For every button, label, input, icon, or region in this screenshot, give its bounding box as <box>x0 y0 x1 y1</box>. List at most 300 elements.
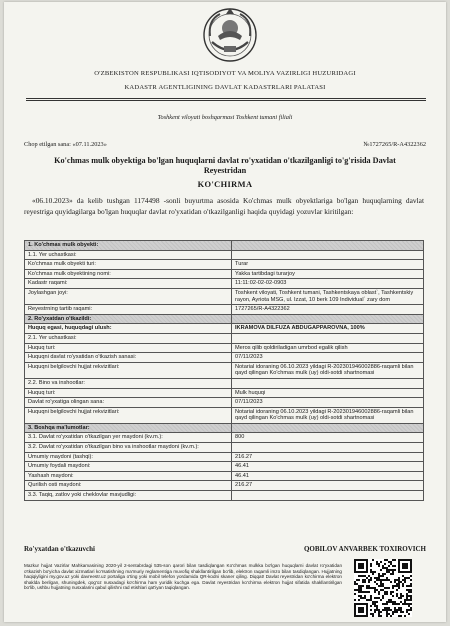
qr-module <box>358 589 360 591</box>
legal-footnote: Mazkur hujjat Vazirlar Mahkamasining 2020-yil 2-sentabrdagi 535-son qarori bilan tasdiqlangan Ko'chmas mulkka bo'lgan huquqlarni davlat ro'yxatidan o'tkazish bo'yicha davlat xizmatlari ko'rsatishning ma'muriy reglamentiga muvofiq shakllantirilgan bo'lib, elektron raqamli imzo bilan tasdiqlangan. Hujjatning haqiqiyligini my.gov.uz yoki davreestr.uz portaliga o'ting yoki mobil telefon yordamida QR-kodni skaner qiling. Diqqat! Davlat reyestridan ko'chirma elektron shaklda berilgan, shuningdek, qog'oz nusxadagi ko'chirma ham yuridik kuchga ega. Davlat reyestridan ko'chirma elektron hujjat sifatida shakllantirilgan bo'lib, ushbu hujjatning nusxalarini qabul qilishni rad etishlari qat'iyan taqiqlangan. <box>24 563 342 591</box>
qr-module <box>380 611 382 613</box>
qr-module <box>366 615 368 617</box>
table-row <box>25 443 424 453</box>
qr-module <box>372 587 374 589</box>
qr-module <box>360 571 362 573</box>
qr-module <box>400 611 402 613</box>
qr-module <box>382 573 384 575</box>
qr-module <box>388 579 390 581</box>
qr-module <box>386 601 388 603</box>
qr-module <box>390 573 392 575</box>
qr-module <box>410 567 412 569</box>
qr-module <box>402 563 404 565</box>
qr-module <box>360 607 362 609</box>
qr-module <box>398 607 400 609</box>
qr-module <box>360 597 362 599</box>
qr-module <box>366 585 368 587</box>
qr-module <box>384 563 386 565</box>
qr-module <box>390 609 392 611</box>
qr-module <box>378 573 380 575</box>
qr-module <box>358 579 360 581</box>
table-cell-value: 11:11:02-02-02-0903 <box>232 279 424 289</box>
qr-module <box>366 605 368 607</box>
qr-module <box>366 613 368 615</box>
table-row <box>25 491 424 501</box>
organization-subname: KADASTR AGENTLIGINING DAVLAT KADASTRLARI PALATASI <box>124 84 326 91</box>
qr-module <box>388 571 390 573</box>
qr-module <box>358 607 360 609</box>
table-cell-label: Huquq egasi, huquqdagi ulush: <box>25 324 232 334</box>
qr-module <box>378 611 380 613</box>
qr-module <box>384 593 386 595</box>
qr-module <box>376 561 378 563</box>
qr-module <box>370 571 372 573</box>
qr-module <box>358 591 360 593</box>
table-cell-label: Huquq turi: <box>25 388 232 398</box>
qr-module <box>392 595 394 597</box>
qr-module <box>408 559 410 561</box>
qr-module <box>382 603 384 605</box>
qr-module <box>402 565 404 567</box>
qr-module <box>384 587 386 589</box>
qr-module <box>376 579 378 581</box>
registrar-name: QOBILOV ANVARBEK TOXIROVICH <box>303 545 426 553</box>
qr-module <box>358 587 360 589</box>
qr-module <box>404 603 406 605</box>
table-cell-value: 216.27 <box>232 481 424 491</box>
table-cell-label: Qurilish osti maydoni: <box>25 481 232 491</box>
qr-module <box>384 607 386 609</box>
qr-module <box>358 563 360 565</box>
qr-module <box>410 591 412 593</box>
qr-module <box>354 571 356 573</box>
qr-module <box>374 591 376 593</box>
qr-module <box>408 605 410 607</box>
qr-module <box>386 609 388 611</box>
qr-module <box>354 565 356 567</box>
qr-module <box>374 611 376 613</box>
qr-module <box>410 599 412 601</box>
qr-module <box>394 565 396 567</box>
qr-module <box>398 615 400 617</box>
qr-module <box>374 605 376 607</box>
qr-module <box>406 593 408 595</box>
qr-module <box>360 565 362 567</box>
qr-module <box>392 585 394 587</box>
qr-module <box>372 571 374 573</box>
qr-module <box>354 599 356 601</box>
qr-module <box>402 611 404 613</box>
qr-module <box>370 609 372 611</box>
qr-module <box>354 559 356 561</box>
qr-module <box>372 559 374 561</box>
table-cell-label: Huquqni belgilovchi hujjat rekvizitlari: <box>25 362 232 378</box>
qr-module <box>406 563 408 565</box>
qr-module <box>404 565 406 567</box>
qr-module <box>380 561 382 563</box>
table-cell-value <box>232 423 424 433</box>
qr-module <box>356 579 358 581</box>
qr-module <box>410 589 412 591</box>
qr-module <box>354 567 356 569</box>
qr-module <box>382 567 384 569</box>
qr-module <box>384 591 386 593</box>
qr-module <box>410 569 412 571</box>
qr-module <box>358 611 360 613</box>
qr-module <box>358 595 360 597</box>
qr-module <box>360 587 362 589</box>
qr-module <box>390 569 392 571</box>
qr-module <box>358 585 360 587</box>
qr-module <box>358 567 360 569</box>
qr-module <box>400 581 402 583</box>
qr-module <box>402 603 404 605</box>
qr-module <box>356 615 358 617</box>
qr-module <box>396 603 398 605</box>
table-cell-value <box>232 241 424 251</box>
qr-module <box>406 609 408 611</box>
qr-module <box>360 585 362 587</box>
qr-module <box>378 579 380 581</box>
table-cell-label: 2.1. Yer uchastkasi: <box>25 333 232 343</box>
qr-module <box>376 607 378 609</box>
qr-module <box>354 615 356 617</box>
qr-module <box>366 603 368 605</box>
qr-module <box>366 569 368 571</box>
qr-module <box>398 581 400 583</box>
table-row <box>25 362 424 378</box>
qr-module <box>370 569 372 571</box>
qr-code-icon[interactable] <box>354 559 412 617</box>
qr-module <box>370 587 372 589</box>
qr-module <box>368 581 370 583</box>
qr-module <box>410 571 412 573</box>
qr-module <box>362 607 364 609</box>
qr-module <box>364 559 366 561</box>
qr-module <box>402 559 404 561</box>
qr-module <box>354 563 356 565</box>
qr-module <box>380 575 382 577</box>
table-cell-label: Ko'chmas mulk obyektining nomi: <box>25 269 232 279</box>
qr-module <box>358 565 360 567</box>
qr-module <box>400 595 402 597</box>
qr-module <box>398 597 400 599</box>
qr-module <box>380 583 382 585</box>
qr-module <box>392 571 394 573</box>
qr-module <box>390 581 392 583</box>
qr-module <box>356 571 358 573</box>
qr-module <box>362 597 364 599</box>
qr-module <box>362 603 364 605</box>
qr-module <box>406 595 408 597</box>
qr-module <box>354 589 356 591</box>
qr-module <box>406 599 408 601</box>
qr-module <box>394 609 396 611</box>
qr-module <box>410 603 412 605</box>
qr-module <box>362 609 364 611</box>
table-row <box>25 398 424 408</box>
qr-module <box>400 597 402 599</box>
qr-module <box>394 585 396 587</box>
table-cell-value <box>232 491 424 501</box>
organization-name: O'ZBEKISTON RESPUBLIKASI IQTISODIYOT VA MOLIYA VAZIRLIGI HUZURIDAGI <box>94 70 356 77</box>
qr-module <box>408 603 410 605</box>
qr-module <box>406 577 408 579</box>
qr-module <box>408 613 410 615</box>
qr-module <box>366 611 368 613</box>
qr-module <box>400 559 402 561</box>
qr-module <box>394 581 396 583</box>
qr-module <box>374 609 376 611</box>
qr-module <box>370 613 372 615</box>
qr-module <box>372 601 374 603</box>
state-emblem-icon <box>202 6 258 64</box>
qr-module <box>390 591 392 593</box>
qr-module <box>374 597 376 599</box>
header-divider-thin <box>26 100 426 101</box>
table-cell-label: 1.1. Yer uchastkasi: <box>25 250 232 260</box>
table-cell-value: 800 <box>232 433 424 443</box>
qr-module <box>398 583 400 585</box>
qr-module <box>398 567 400 569</box>
qr-module <box>382 583 384 585</box>
qr-module <box>386 613 388 615</box>
qr-module <box>398 603 400 605</box>
table-cell-label: 1. Ko'chmas mulk obyekti: <box>25 241 232 251</box>
qr-module <box>386 603 388 605</box>
intro-paragraph: «06.10.2023» da kelib tushgan 1174498 -sonli buyurtma asosida Ko'chmas mulk obyektlariga bo'lgan huquqlarning davlat reyestriga quyidagilarga bo'lgan huquqlar davlat ro'yxatidan o'tkazilganligi haqida quyidagi yozuvlar kiritilgan: <box>24 196 424 216</box>
registrar-label: Ro'yxatdan o'tkazuvchi <box>24 545 95 553</box>
qr-module <box>394 569 396 571</box>
table-row <box>25 288 424 304</box>
qr-module <box>388 599 390 601</box>
qr-module <box>402 579 404 581</box>
qr-module <box>368 591 370 593</box>
table-row <box>25 333 424 343</box>
qr-module <box>358 559 360 561</box>
qr-module <box>362 611 364 613</box>
qr-module <box>356 603 358 605</box>
table-row <box>25 433 424 443</box>
qr-module <box>366 599 368 601</box>
qr-module <box>392 565 394 567</box>
qr-module <box>398 577 400 579</box>
qr-module <box>400 615 402 617</box>
qr-module <box>386 571 388 573</box>
qr-module <box>396 579 398 581</box>
qr-module <box>372 603 374 605</box>
qr-module <box>394 601 396 603</box>
qr-module <box>370 605 372 607</box>
table-cell-label: 3.1. Davlat ro'yxatidan o'tkazilgan yer maydoni (kv.m.): <box>25 433 232 443</box>
table-cell-label: Huquq turi: <box>25 343 232 353</box>
table-cell-label: Kadastr raqami: <box>25 279 232 289</box>
qr-module <box>370 563 372 565</box>
qr-module <box>376 601 378 603</box>
table-section-header <box>25 423 424 433</box>
table-cell-label: 2. Ro'yxatdan o'tkazildi: <box>25 314 232 324</box>
qr-module <box>368 585 370 587</box>
table-row <box>25 462 424 472</box>
qr-module <box>410 563 412 565</box>
qr-module <box>398 569 400 571</box>
qr-module <box>378 593 380 595</box>
qr-module <box>360 609 362 611</box>
qr-module <box>408 577 410 579</box>
qr-module <box>362 581 364 583</box>
qr-module <box>392 603 394 605</box>
qr-module <box>356 589 358 591</box>
qr-module <box>364 581 366 583</box>
qr-module <box>404 615 406 617</box>
qr-module <box>354 581 356 583</box>
table-cell-value: 46.41 <box>232 462 424 472</box>
qr-module <box>392 591 394 593</box>
qr-module <box>380 589 382 591</box>
qr-module <box>410 609 412 611</box>
qr-module <box>404 563 406 565</box>
table-cell-label: 2.2. Bino va inshootlar: <box>25 378 232 388</box>
qr-module <box>384 559 386 561</box>
qr-module <box>384 579 386 581</box>
qr-module <box>370 565 372 567</box>
qr-module <box>378 563 380 565</box>
table-row <box>25 279 424 289</box>
qr-module <box>386 615 388 617</box>
qr-module <box>406 559 408 561</box>
qr-module <box>358 615 360 617</box>
qr-module <box>376 605 378 607</box>
qr-module <box>406 597 408 599</box>
table-row <box>25 305 424 315</box>
qr-module <box>360 559 362 561</box>
qr-module <box>384 567 386 569</box>
qr-module <box>366 571 368 573</box>
qr-module <box>374 601 376 603</box>
table-cell-label: 3.2. Davlat ro'yxatidan o'tkazilgan bino va inshootlar maydoni (kv.m.): <box>25 443 232 453</box>
qr-module <box>376 597 378 599</box>
registry-table <box>24 240 424 501</box>
qr-module <box>358 603 360 605</box>
qr-module <box>390 615 392 617</box>
qr-module <box>382 585 384 587</box>
qr-module <box>408 585 410 587</box>
qr-module <box>354 603 356 605</box>
qr-module <box>364 575 366 577</box>
table-cell-label: Ko'chmas mulk obyekti turi: <box>25 260 232 270</box>
qr-module <box>354 609 356 611</box>
qr-module <box>396 611 398 613</box>
qr-module <box>380 599 382 601</box>
qr-module <box>378 577 380 579</box>
table-row <box>25 388 424 398</box>
table-cell-value <box>232 378 424 388</box>
qr-module <box>366 587 368 589</box>
qr-module <box>380 569 382 571</box>
qr-module <box>374 581 376 583</box>
qr-module <box>394 579 396 581</box>
qr-module <box>394 603 396 605</box>
qr-module <box>372 615 374 617</box>
qr-module <box>362 591 364 593</box>
print-date: Chop etilgan sana: «07.11.2023» <box>24 141 107 148</box>
table-cell-label: Joylashgan joyi: <box>25 288 232 304</box>
qr-module <box>358 571 360 573</box>
qr-module <box>390 561 392 563</box>
qr-module <box>386 607 388 609</box>
qr-module <box>380 585 382 587</box>
qr-module <box>366 577 368 579</box>
qr-module <box>378 609 380 611</box>
qr-module <box>388 587 390 589</box>
qr-module <box>390 593 392 595</box>
qr-module <box>400 609 402 611</box>
qr-module <box>360 595 362 597</box>
qr-module <box>392 601 394 603</box>
qr-module <box>402 595 404 597</box>
qr-module <box>386 559 388 561</box>
qr-module <box>366 591 368 593</box>
qr-module <box>382 589 384 591</box>
qr-module <box>404 577 406 579</box>
qr-module <box>384 573 386 575</box>
qr-module <box>368 587 370 589</box>
qr-module <box>380 579 382 581</box>
qr-module <box>386 587 388 589</box>
table-cell-value: Notarial idoraning 06.10.2023 yildagi R-202301946002886-raqamli bilan qayd qilingan Ko'chmas mulk (uy) oldi-sotdi shartnomasi <box>232 362 424 378</box>
qr-module <box>396 589 398 591</box>
header-divider <box>26 98 426 99</box>
table-cell-value: 1727265/R-A4322362 <box>232 305 424 315</box>
document-page <box>4 2 446 622</box>
qr-module <box>364 591 366 593</box>
qr-module <box>384 603 386 605</box>
qr-module <box>386 567 388 569</box>
qr-module <box>386 579 388 581</box>
table-cell-value: Notarial idoraning 06.10.2023 yildagi R-202301946002886-raqamli bilan qayd qilingan Ko'chmas mulk (uy) oldi-sotdi shartnomasi <box>232 407 424 423</box>
qr-module <box>394 607 396 609</box>
table-row <box>25 452 424 462</box>
qr-module <box>384 609 386 611</box>
qr-module <box>386 611 388 613</box>
qr-module <box>410 583 412 585</box>
table-cell-value: Yakka tartibdagi turarjoy <box>232 269 424 279</box>
qr-module <box>370 597 372 599</box>
table-cell-label: Umumiy foydali maydoni: <box>25 462 232 472</box>
qr-module <box>398 609 400 611</box>
qr-module <box>394 611 396 613</box>
qr-module <box>406 611 408 613</box>
table-cell-value <box>232 314 424 324</box>
qr-module <box>396 583 398 585</box>
qr-module <box>364 571 366 573</box>
qr-module <box>358 599 360 601</box>
table-row <box>25 407 424 423</box>
qr-module <box>398 559 400 561</box>
qr-module <box>404 559 406 561</box>
table-cell-label: Huquqni belgilovchi hujjat rekvizitlari: <box>25 407 232 423</box>
qr-module <box>378 613 380 615</box>
qr-module <box>378 585 380 587</box>
qr-module <box>388 613 390 615</box>
table-cell-label: Huquqni davlat ro'yxatidan o'tkazish sanasi: <box>25 353 232 363</box>
qr-module <box>386 593 388 595</box>
qr-module <box>364 603 366 605</box>
table-row <box>25 260 424 270</box>
qr-module <box>410 597 412 599</box>
qr-module <box>404 579 406 581</box>
qr-module <box>374 603 376 605</box>
